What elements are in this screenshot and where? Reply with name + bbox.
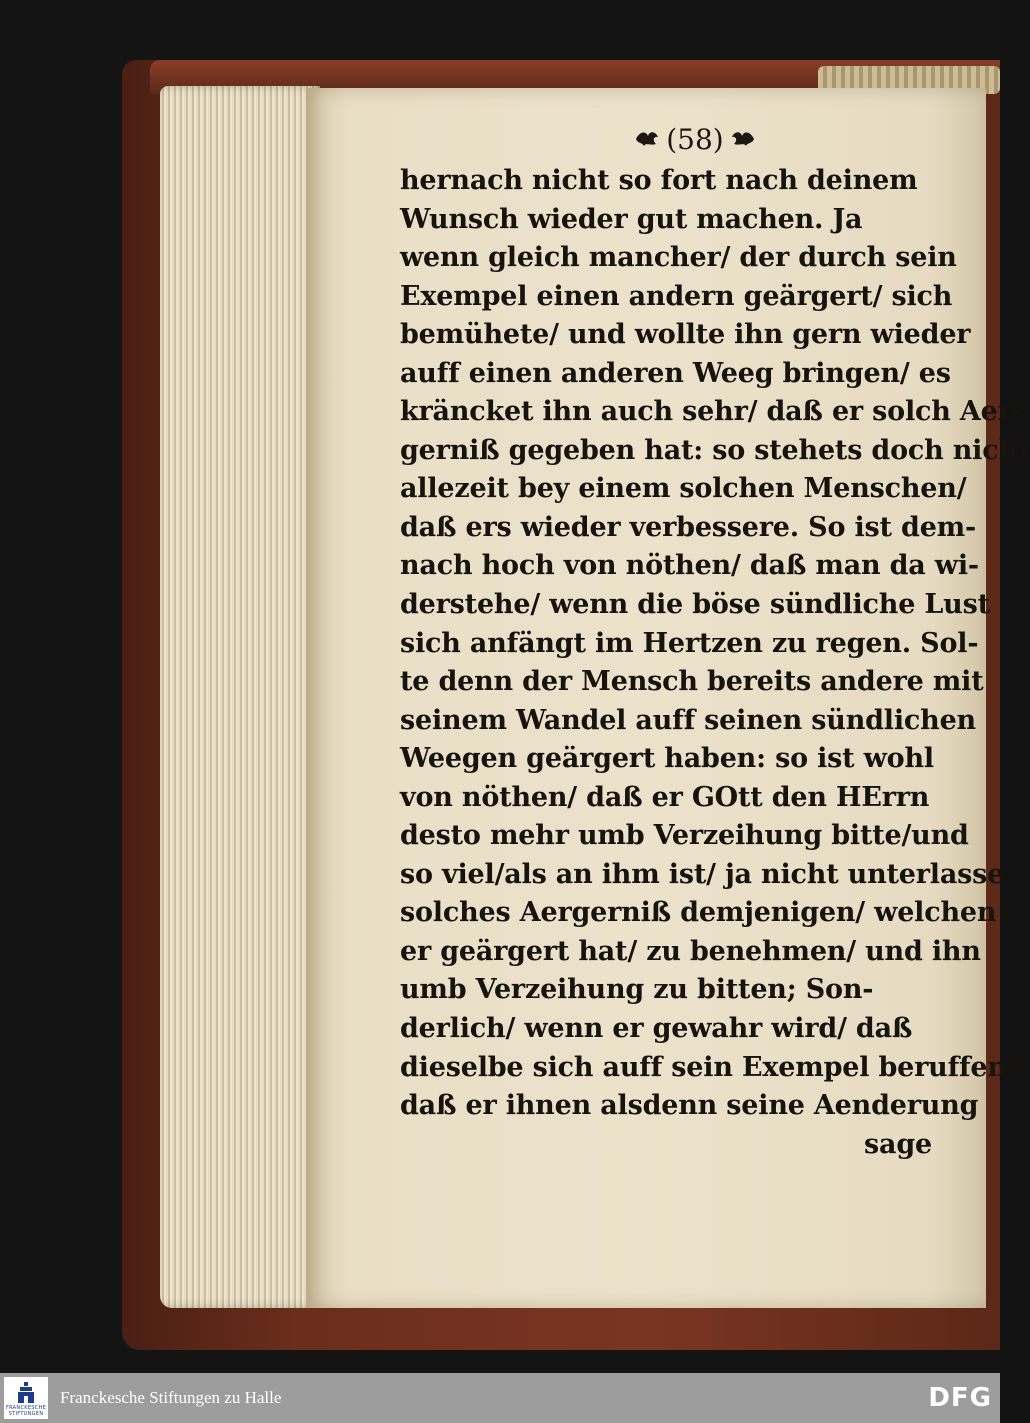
text-line: Wunsch wieder gut machen. Ja [400, 203, 863, 235]
text-line: daß er ihnen alsdenn seine Aenderung [400, 1090, 979, 1122]
text-line: Weegen geärgert haben: so ist wohl [400, 743, 934, 775]
text-line: te denn der Mensch bereits andere mit [400, 666, 984, 698]
text-line: sich anfängt im Hertzen zu regen. Sol- [400, 627, 979, 659]
catchword: sage [864, 1128, 932, 1160]
page-edges [160, 86, 320, 1308]
text-line: seinem Wandel auff seinen sündlichen [400, 704, 976, 736]
body-text [400, 162, 1030, 1164]
viewer-footer [0, 1373, 1000, 1423]
text-line: umb Verzeihung zu bitten; Son- [400, 974, 874, 1006]
page-number: (58) [666, 122, 724, 156]
left-ornament-icon [634, 128, 660, 150]
text-line: allezeit bey einem solchen Menschen/ [400, 473, 967, 505]
text-line: derlich/ wenn er gewahr wird/ daß [400, 1013, 913, 1045]
text-line: Exempel einen andern geärgert/ sich [400, 280, 953, 312]
text-line: nach hoch von nöthen/ daß man da wi- [400, 550, 979, 582]
text-line: dieselbe sich auff sein Exempel beruffen/ [400, 1051, 1017, 1083]
text-line: von nöthen/ daß er GOtt den HErrn [400, 781, 930, 813]
text-line: daß ers wieder verbessere. So ist dem- [400, 511, 977, 543]
orphanage-building-icon [16, 1381, 36, 1405]
text-line: hernach nicht so fort nach deinem [400, 165, 918, 196]
text-line: gerniß gegeben hat: so stehets doch nicht [400, 434, 1030, 466]
text-line: solches Aergerniß demjenigen/ welchen [400, 897, 997, 929]
text-line: wenn gleich mancher/ der durch sein [400, 242, 957, 274]
right-ornament-icon [730, 128, 756, 150]
text-line: kräncket ihn auch sehr/ daß er solch Aer- [400, 396, 1023, 428]
text-line: auff einen anderen Weeg bringen/ es [400, 357, 951, 389]
text-line: bemühete/ und wollte ihn gern wieder [400, 319, 971, 351]
institution-logo[interactable] [4, 1377, 48, 1419]
text-line: derstehe/ wenn die böse sündliche Lust [400, 589, 990, 621]
logo-text-line2: STIFTUNGEN [8, 1411, 44, 1417]
institution-name[interactable]: Franckesche Stiftungen zu Halle [60, 1388, 282, 1407]
dfg-logo[interactable]: DFG [928, 1383, 992, 1413]
page-number-header [610, 116, 780, 162]
text-line: er geärgert hat/ zu benehmen/ und ihn [400, 935, 981, 967]
text-line: so viel/als an ihm ist/ ja nicht unterlasse [400, 858, 1005, 890]
logo-text-line1: FRANCKESCHE [5, 1405, 47, 1411]
text-line: desto mehr umb Verzeihung bitte/und [400, 820, 969, 852]
